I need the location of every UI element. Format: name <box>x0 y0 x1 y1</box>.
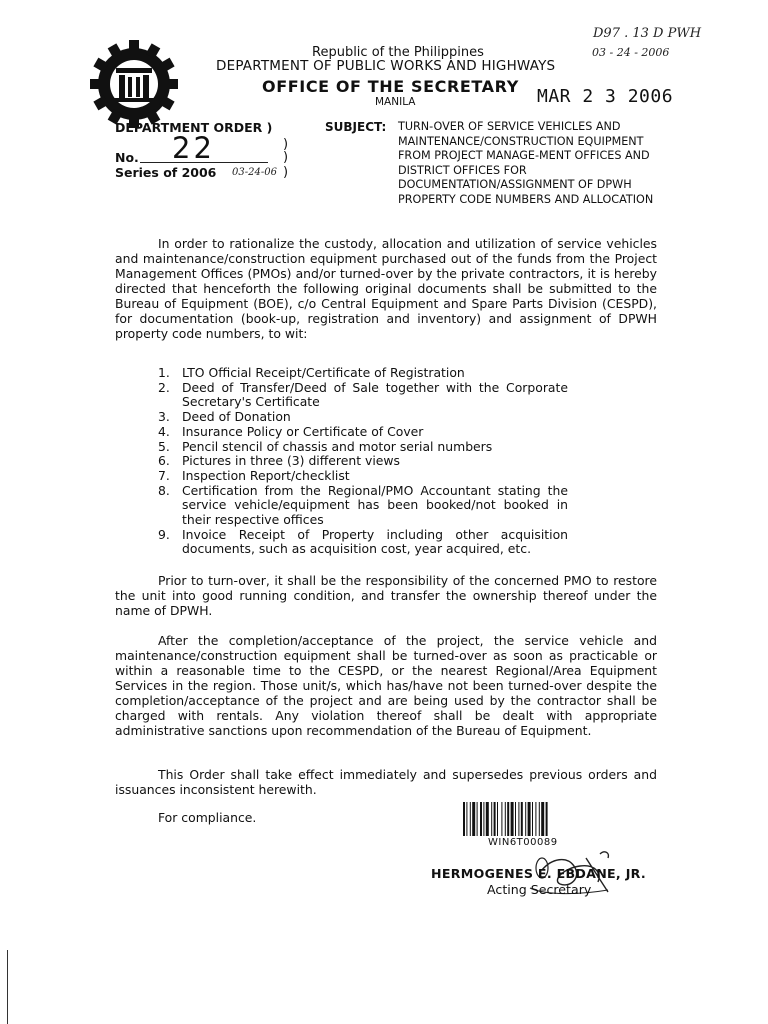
list-item <box>158 528 568 557</box>
list-item-number: 8. <box>158 482 170 498</box>
list-item <box>158 410 568 425</box>
office-heading: OFFICE OF THE SECRETARY <box>262 77 519 96</box>
dpwh-seal-logo <box>84 34 184 134</box>
date-stamp: MAR 2 3 2006 <box>537 86 674 107</box>
list-item-number: 6. <box>158 453 170 469</box>
list-item <box>158 366 568 381</box>
list-item <box>158 381 568 410</box>
list-item-text: Pictures in three (3) different views <box>182 453 400 469</box>
order-number: 22 <box>172 131 215 165</box>
subject-label: SUBJECT: <box>325 120 387 134</box>
list-item <box>158 425 568 440</box>
compliance-line: For compliance. <box>158 810 257 825</box>
list-item-text: Deed of Donation <box>182 409 291 425</box>
barcode-number: WIN6T00089 <box>488 837 558 848</box>
list-item-text: Insurance Policy or Certificate of Cover <box>182 423 424 439</box>
scan-edge-line <box>7 950 8 1024</box>
required-documents-list <box>158 366 568 557</box>
list-item-text: Inspection Report/checklist <box>182 467 350 483</box>
list-item <box>158 469 568 484</box>
city-label: MANILA <box>375 96 416 108</box>
list-item-text: Pencil stencil of chassis and motor serial numbers <box>182 438 493 454</box>
signatory-title: Acting Secretary <box>487 882 592 897</box>
list-item <box>158 454 568 469</box>
republic-heading: Republic of the Philippines <box>312 45 484 60</box>
list-item-number: 1. <box>158 365 170 380</box>
effectivity-paragraph: This Order shall take effect immediately and supersedes previous orders and issuances inconsistent herewith. <box>115 767 657 797</box>
list-item <box>158 484 568 528</box>
intro-paragraph: In order to rationalize the custody, allocation and utilization of service vehicles and maintenance/construction equipment purchased out of the funds from the Project Management Offices (PMOs) and/or turned-over by the private contractors, it is hereby directed that henceforth the following original documents shall be submitted to the Bureau of Equipment (BOE), c/o Central Equipment and Spare Parts Division (CESPD), for documentation (book-up, registration and inventory) and assignment of DPWH property code numbers, to wit: <box>115 236 657 341</box>
completion-paragraph: After the completion/acceptance of the project, the service vehicle and maintenance/construction equipment shall be turned-over as soon as practicable or within a reasonable time to the CESPD, or the nearest Regional/Area Equipment Services in the region. Those unit/s, which has/have not been turned-over despite the completion/acceptance of the project and are being used by the contractor shall be charged with rentals. Any violation thereof shall be dealt with appropriate administrative sanctions upon recommendation of the Bureau of Equipment. <box>115 633 657 738</box>
paren: ) <box>283 150 289 165</box>
list-item <box>158 440 568 455</box>
turnover-paragraph: Prior to turn-over, it shall be the responsibility of the concerned PMO to restore the unit into good running condition, and transfer the ownership thereof under the name of DPWH. <box>115 573 657 618</box>
handwritten-received-date: 03 - 24 - 2006 <box>592 46 670 59</box>
list-item-number: 7. <box>158 467 170 483</box>
barcode <box>463 802 591 836</box>
paren: ) <box>283 165 289 180</box>
department-order-label: DEPARTMENT ORDER ) <box>115 120 273 135</box>
list-item-number: 3. <box>158 409 170 425</box>
subject-text: TURN-OVER OF SERVICE VEHICLES AND MAINTENANCE/CONSTRUCTION EQUIPMENT FROM PROJECT MANAGE-MENT OFFICES AND DISTRICT OFFICES FOR DOCUMENTATION/ASSIGNMENT OF DPWH PROPERTY CODE NUMBERS AND ALLOCATION <box>398 120 654 206</box>
list-item-number: 2. <box>158 379 170 395</box>
paren: ) <box>283 137 289 152</box>
signatory-name: HERMOGENES E. EBDANE, JR. <box>431 866 647 881</box>
order-number-label: No. <box>115 150 139 165</box>
list-item-number: 4. <box>158 423 170 439</box>
order-number-underline <box>140 162 268 163</box>
handwritten-order-date: 03-24-06 <box>232 167 277 178</box>
list-item-text: Certification from the Regional/PMO Accountant stating the service vehicle/equipment has been booked/not booked in their respective offices <box>182 482 568 528</box>
department-heading: DEPARTMENT OF PUBLIC WORKS AND HIGHWAYS <box>216 58 556 74</box>
list-item-number: 9. <box>158 526 170 542</box>
list-item-text: Invoice Receipt of Property including other acquisition documents, such as acquisition cost, year acquired, etc. <box>182 526 568 557</box>
list-item-number: 5. <box>158 438 170 454</box>
series-label: Series of 2006 <box>115 165 217 180</box>
handwritten-reference: D97 . 13 D PWH <box>593 26 702 41</box>
list-item-text: LTO Official Receipt/Certificate of Registration <box>182 365 465 380</box>
list-item-text: Deed of Transfer/Deed of Sale together with the Corporate Secretary's Certificate <box>182 379 568 410</box>
